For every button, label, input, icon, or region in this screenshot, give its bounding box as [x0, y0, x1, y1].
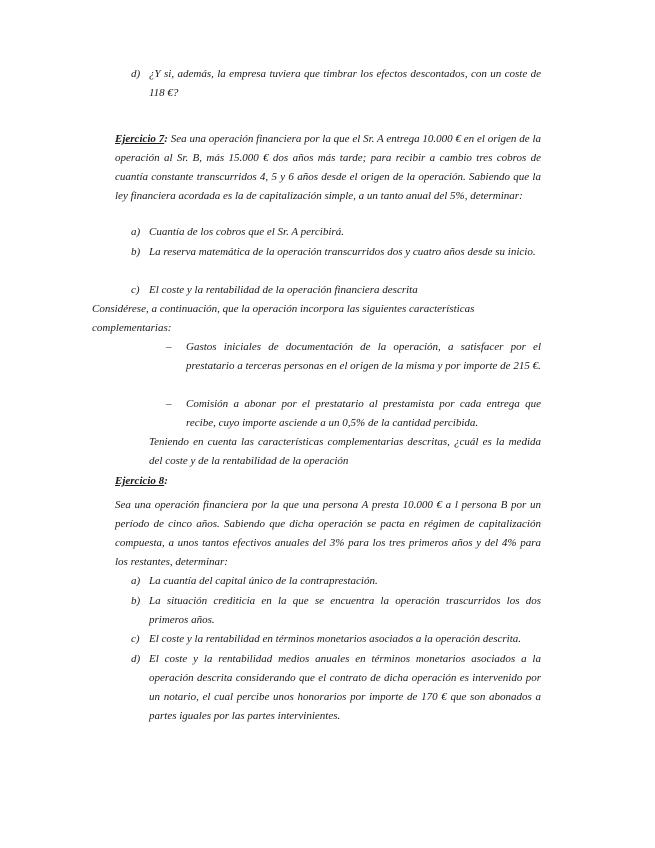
exercise-8-paragraph: Sea una operación financiera por la que una persona A presta 10.000 € a l persona B por un período de cinco años. Sabiendo que dicha operación se pacta en régimen de capitalización compuesta, a unos tantos efectivos anuales del 3% para los tres primeros años y del 4% para los restantes, determinar:: [115, 499, 541, 568]
item-text: La situación crediticia en la que se encuentra la operación trascurridos los dos primeros años.: [149, 595, 541, 626]
list-item: [131, 572, 541, 591]
item-label: c): [131, 633, 140, 645]
consider-paragraph: Considérese, a continuación, que la operación incorpora las siguientes características complementarias:: [92, 303, 475, 334]
item-text: Gastos iniciales de documentación de la operación, a satisfacer por el prestatario a terceras personas en el origen de la misma y por importe de 215 €.: [186, 341, 541, 372]
exercise-8-heading: Ejercicio 8: [115, 475, 165, 487]
item-text: La cuantía del capital único de la contraprestación.: [149, 575, 378, 587]
list-item: [131, 281, 541, 300]
closing-paragraph: Teniendo en cuenta las características complementarias descritas, ¿cuál es la medida del coste y de la rentabilidad de la operación: [149, 436, 541, 467]
exercise-7-paragraph: Ejercicio 7: Sea una operación financiera por la que el Sr. A entrega 10.000 € en el origen de la operación al Sr. B, más 15.000 € dos años más tarde; para recibir a cambio tres cobros de cuantía constante transcurridos 4, 5 y 6 años desde el origen de la operación. Sabiendo que la ley financiera acordada es la de capitalización simple, a un tanto anual del 5%, determinar:: [115, 133, 542, 202]
dash-bullet: –: [166, 341, 172, 353]
item-label: d): [131, 68, 141, 80]
item-text: Cuantía de los cobros que el Sr. A percibirá.: [149, 226, 344, 238]
item-text: ¿Y si, además, la empresa tuviera que timbrar los efectos descontados, con un coste de 118 €?: [149, 68, 541, 99]
list-item: [131, 223, 541, 242]
item-label: b): [131, 595, 141, 607]
item-text: La reserva matemática de la operación transcurridos dos y cuatro años desde su inicio.: [149, 246, 536, 258]
list-item: [131, 650, 541, 726]
dash-bullet: –: [166, 398, 172, 410]
exercise-8-heading-line: Ejercicio 8:: [115, 475, 168, 487]
exercise-7-heading: Ejercicio 7: [115, 133, 165, 145]
list-item: [131, 243, 541, 262]
list-item: [131, 630, 541, 649]
item-label: a): [131, 575, 141, 587]
item-text: El coste y la rentabilidad en términos monetarios asociados a la operación descrita.: [149, 633, 522, 645]
list-item: [131, 65, 541, 103]
list-item: [166, 395, 541, 433]
list-item: [166, 338, 541, 376]
item-label: b): [131, 246, 141, 258]
item-text: El coste y la rentabilidad medios anuales en términos monetarios asociados a la operación descrita considerando que el contrato de dicha operación es intervenido por un notario, el cual percibe unos honorarios por importe de 170 € que son abonados a partes iguales por las partes intervinientes.: [149, 653, 541, 722]
item-text: El coste y la rentabilidad de la operación financiera descrita: [149, 284, 418, 296]
item-label: d): [131, 653, 141, 665]
exercise-7-text: Sea una operación financiera por la que el Sr. A entrega 10.000 € en el origen de la operación al Sr. B, más 15.000 € dos años más tarde; para recibir a cambio tres cobros de cuantía constante transcurridos 4, 5 y 6 años desde el origen de la operación. Sabiendo que la ley financiera acordada es la de capitalización simple, a un tanto anual del 5%, determinar:: [115, 133, 542, 202]
list-item: [131, 592, 541, 630]
item-label: c): [131, 284, 140, 296]
item-text: Comisión a abonar por el prestatario al prestamista por cada entrega que recibe, cuyo importe asciende a un 0,5% de la cantidad percibida.: [186, 398, 541, 429]
item-label: a): [131, 226, 141, 238]
